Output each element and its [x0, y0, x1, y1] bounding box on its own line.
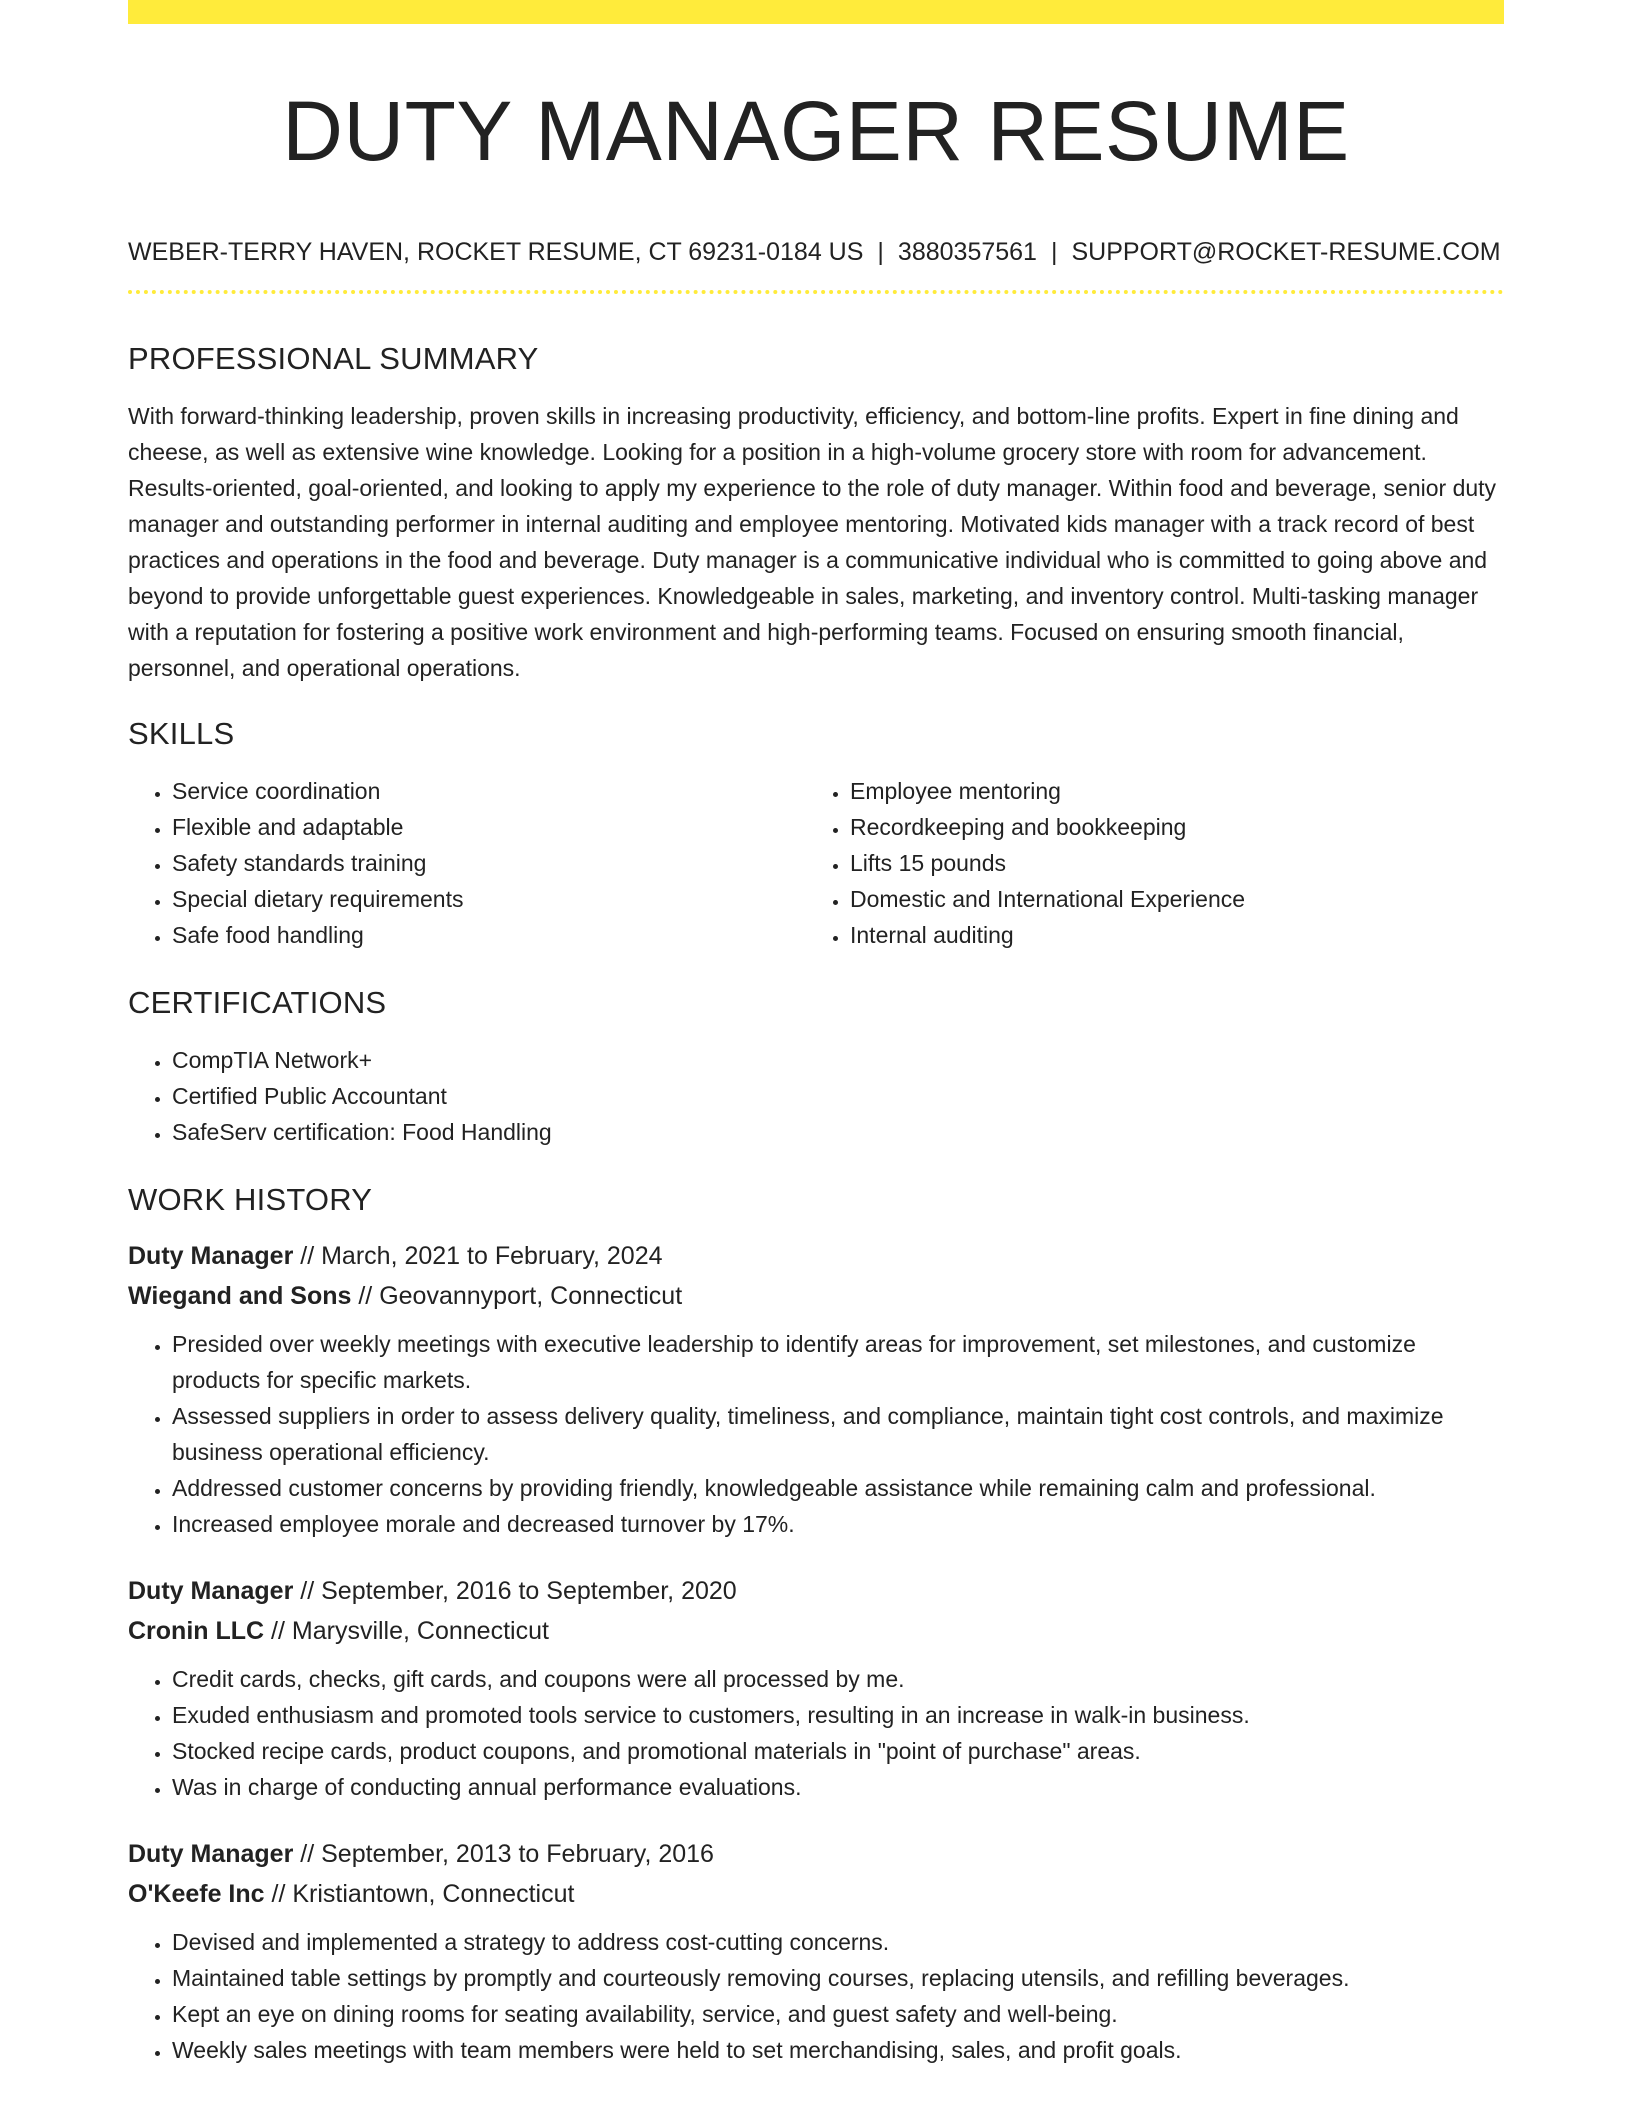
professional-summary-section	[128, 339, 1504, 686]
job-bullet: • Exuded enthusiasm and promoted tools service to customers, resulting in an increase in walk-in business.	[172, 1697, 1504, 1733]
job-title: Duty Manager	[128, 1242, 294, 1270]
job-separator: //	[293, 1242, 322, 1270]
section-heading: PROFESSIONAL SUMMARY	[128, 341, 539, 376]
section-heading: CERTIFICATIONS	[128, 985, 387, 1020]
skills-list-left	[128, 773, 806, 953]
contact-phone: 3880357561	[897, 238, 1037, 266]
section-heading: SKILLS	[128, 716, 235, 751]
skill-item: • Internal auditing	[850, 917, 1484, 953]
skill-item: • Lifts 15 pounds	[850, 845, 1484, 881]
job-bullet: • Credit cards, checks, gift cards, and coupons were all processed by me.	[172, 1661, 1504, 1697]
job-bullet: • Weekly sales meetings with team members were held to set merchandising, sales, and profit goals.	[172, 2032, 1504, 2068]
certifications-section	[128, 983, 1504, 1150]
contact-separator: |	[1050, 238, 1058, 266]
job-spacer	[128, 1805, 1504, 1834]
work-history-section	[128, 1180, 1504, 2068]
skills-section	[128, 714, 1504, 953]
resume-title: DUTY MANAGER RESUME	[282, 84, 1350, 178]
job-separator: //	[293, 1840, 322, 1868]
job-separator: //	[293, 1577, 322, 1605]
job-dates: September, 2016 to September, 2020	[321, 1577, 737, 1605]
job-entry	[128, 1236, 1504, 1542]
job-bullet: • Increased employee morale and decreased turnover by 17%.	[172, 1506, 1504, 1542]
section-heading: WORK HISTORY	[128, 1182, 373, 1217]
skill-item: • Safety standards training	[172, 845, 806, 881]
job-dates: March, 2021 to February, 2024	[321, 1242, 663, 1270]
certification-item: • Certified Public Accountant	[172, 1078, 1504, 1114]
job-company: Wiegand and Sons	[128, 1282, 352, 1310]
skills-list-right	[806, 773, 1484, 953]
resume-content	[128, 0, 1504, 2068]
contact-line	[128, 232, 1504, 272]
job-bullet: • Assessed suppliers in order to assess delivery quality, timeliness, and compliance, maintain tight cost controls, and maximize business operational efficiency.	[172, 1398, 1504, 1470]
certification-item: • CompTIA Network+	[172, 1042, 1504, 1078]
skill-item: • Special dietary requirements	[172, 881, 806, 917]
job-bullet: • Stocked recipe cards, product coupons, and promotional materials in "point of purchase" areas.	[172, 1733, 1504, 1769]
job-company-line	[128, 1276, 1504, 1316]
skill-item: • Employee mentoring	[850, 773, 1484, 809]
job-bullet: • Kept an eye on dining rooms for seating availability, service, and guest safety and well-being.	[172, 1996, 1504, 2032]
certification-item: • SafeServ certification: Food Handling	[172, 1114, 1504, 1150]
job-separator: //	[264, 1880, 293, 1908]
skill-item: • Service coordination	[172, 773, 806, 809]
contact-separator: |	[877, 238, 884, 266]
job-dates: September, 2013 to February, 2016	[321, 1840, 714, 1868]
job-entry	[128, 1571, 1504, 1805]
job-company: O'Keefe Inc	[128, 1880, 265, 1908]
job-title-line	[128, 1834, 1504, 1874]
job-location: Geovannyport, Connecticut	[379, 1282, 683, 1310]
certifications-list	[128, 1042, 1504, 1150]
job-bullet: • Devised and implemented a strategy to address cost-cutting concerns.	[172, 1924, 1504, 1960]
job-entry	[128, 1834, 1504, 2068]
skill-item: • Safe food handling	[172, 917, 806, 953]
job-title-line	[128, 1571, 1504, 1611]
job-bullet: • Presided over weekly meetings with executive leadership to identify areas for improvement, set milestones, and customize products for specific markets.	[172, 1326, 1504, 1398]
job-bullets	[128, 1326, 1504, 1542]
job-bullet: • Was in charge of conducting annual performance evaluations.	[172, 1769, 1504, 1805]
job-bullet: • Maintained table settings by promptly and courteously removing courses, replacing utensils, and refilling beverages.	[172, 1960, 1504, 1996]
job-location: Marysville, Connecticut	[291, 1617, 549, 1645]
job-company: Cronin LLC	[128, 1617, 265, 1645]
job-title: Duty Manager	[128, 1577, 294, 1605]
job-bullets	[128, 1661, 1504, 1805]
skill-item: • Recordkeeping and bookkeeping	[850, 809, 1484, 845]
summary-text: With forward-thinking leadership, proven skills in increasing productivity, efficiency, and bottom-line profits. Expert in fine dining and cheese, as well as extensive wine knowledge. Looking for a position in a high-volume grocery store with room for advancement. Results-oriented, goal-oriented, and looking to apply my experience to the role of duty manager. Within food and beverage, senior duty manager and outstanding performer in internal auditing and employee mentoring. Motivated kids manager with a track record of best practices and operations in the food and beverage. Duty manager is a communicative individual who is committed to going above and beyond to provide unforgettable guest experiences. Knowledgeable in sales, marketing, and inventory control. Multi-tasking manager with a reputation for fostering a positive work environment and high-performing teams. Focused on ensuring smooth financial, personnel, and operational operations.	[128, 403, 1497, 681]
job-title-line	[128, 1236, 1504, 1276]
job-separator: //	[351, 1282, 380, 1310]
job-spacer	[128, 1542, 1504, 1571]
contact-email: SUPPORT@ROCKET-RESUME.COM	[1071, 238, 1501, 266]
job-separator: //	[264, 1617, 292, 1645]
job-title: Duty Manager	[128, 1840, 294, 1868]
job-company-line	[128, 1611, 1504, 1651]
contact-address: WEBER-TERRY HAVEN, ROCKET RESUME, CT 69231-0184 US	[128, 238, 864, 266]
job-company-line	[128, 1874, 1504, 1914]
skills-grid	[128, 773, 1504, 953]
skill-item: • Flexible and adaptable	[172, 809, 806, 845]
job-bullets	[128, 1924, 1504, 2068]
skill-item: • Domestic and International Experience	[850, 881, 1484, 917]
job-location: Kristiantown, Connecticut	[292, 1880, 575, 1908]
header-divider	[128, 290, 1504, 294]
job-bullet: • Addressed customer concerns by providing friendly, knowledgeable assistance while remaining calm and professional.	[172, 1470, 1504, 1506]
